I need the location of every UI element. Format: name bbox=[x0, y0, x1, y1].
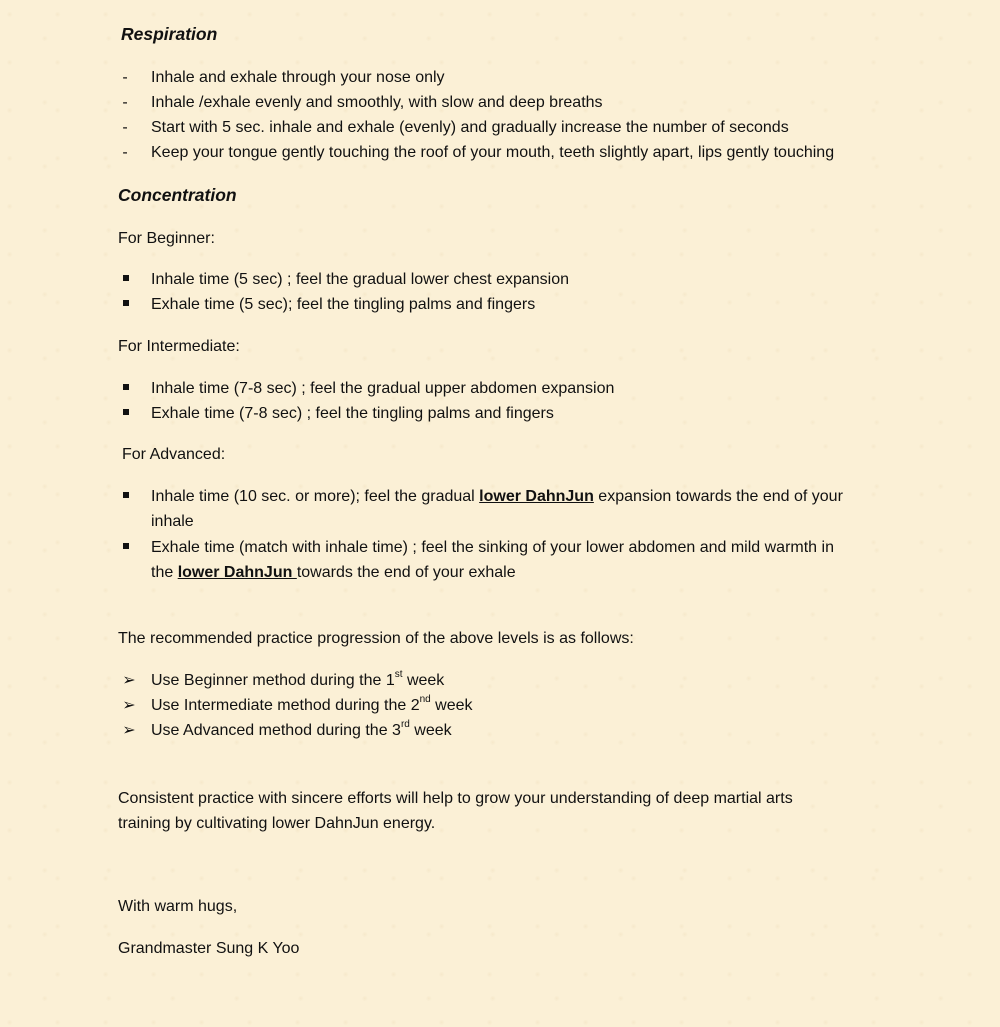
intermediate-item-2: Exhale time (7-8 sec) ; feel the tingling palms and fingers bbox=[151, 405, 554, 422]
dash-bullet: - bbox=[122, 119, 128, 136]
progression-item-3-tail: week bbox=[409, 722, 452, 739]
ordinal-suffix: rd bbox=[400, 718, 410, 730]
ordinal-suffix: st bbox=[394, 668, 403, 680]
dash-bullet: - bbox=[122, 144, 128, 161]
beginner-item-2: Exhale time (5 sec); feel the tingling palms and fingers bbox=[151, 296, 536, 313]
concentration-heading: Concentration bbox=[118, 185, 237, 205]
square-bullet-icon bbox=[123, 300, 129, 306]
advanced-item-1-continuation: inhale bbox=[151, 513, 194, 530]
progression-intro: The recommended practice progression of the above levels is as follows: bbox=[118, 630, 634, 647]
progression-item-3-text: Use Advanced method during the 3 bbox=[151, 722, 401, 739]
progression-item-2 bbox=[151, 693, 473, 718]
advanced-item-2-continuation bbox=[151, 560, 516, 585]
progression-item-1-text: Use Beginner method during the 1 bbox=[151, 672, 395, 689]
dash-bullet: - bbox=[122, 69, 128, 86]
intermediate-label: For Intermediate: bbox=[118, 338, 240, 355]
signoff: With warm hugs, bbox=[118, 898, 238, 915]
progression-item-1-tail: week bbox=[402, 672, 445, 689]
ordinal-suffix: nd bbox=[419, 693, 431, 705]
respiration-item-1: Inhale and exhale through your nose only bbox=[151, 69, 445, 86]
respiration-item-4: Keep your tongue gently touching the roof of your mouth, teeth slightly apart, lips gently touching bbox=[151, 144, 835, 161]
advanced-item-1-pre: Inhale time (10 sec. or more); feel the gradual bbox=[151, 488, 480, 505]
progression-item-2-tail: week bbox=[430, 697, 473, 714]
arrow-bullet-icon: ➢ bbox=[122, 697, 136, 714]
square-bullet-icon bbox=[123, 492, 129, 498]
progression-item-1 bbox=[151, 668, 444, 693]
square-bullet-icon bbox=[123, 384, 129, 390]
advanced-item-1-post: expansion towards the end of your bbox=[593, 488, 843, 505]
advanced-label: For Advanced: bbox=[122, 446, 226, 463]
closing-paragraph-line-1: Consistent practice with sincere efforts will help to grow your understanding of deep martial arts bbox=[118, 790, 793, 807]
progression-item-3 bbox=[151, 718, 452, 743]
lower-dahnjun-term: lower DahnJun bbox=[479, 488, 594, 505]
lower-dahnjun-term: lower DahnJun bbox=[177, 564, 297, 581]
beginner-label: For Beginner: bbox=[118, 230, 215, 247]
square-bullet-icon bbox=[123, 409, 129, 415]
arrow-bullet-icon: ➢ bbox=[122, 672, 136, 689]
respiration-item-2: Inhale /exhale evenly and smoothly, with slow and deep breaths bbox=[151, 94, 603, 111]
advanced-item-2: Exhale time (match with inhale time) ; feel the sinking of your lower abdomen and mild warmth in bbox=[151, 539, 834, 556]
closing-paragraph-line-2: training by cultivating lower DahnJun energy. bbox=[118, 815, 436, 832]
respiration-heading: Respiration bbox=[121, 24, 218, 44]
respiration-item-3: Start with 5 sec. inhale and exhale (evenly) and gradually increase the number of seconds bbox=[151, 119, 789, 136]
square-bullet-icon bbox=[123, 543, 129, 549]
signature: Grandmaster Sung K Yoo bbox=[118, 940, 300, 957]
progression-item-2-text: Use Intermediate method during the 2 bbox=[151, 697, 420, 714]
intermediate-item-1: Inhale time (7-8 sec) ; feel the gradual upper abdomen expansion bbox=[151, 380, 615, 397]
dash-bullet: - bbox=[122, 94, 128, 111]
advanced-item-2-pre: the bbox=[151, 564, 178, 581]
square-bullet-icon bbox=[123, 275, 129, 281]
beginner-item-1: Inhale time (5 sec) ; feel the gradual lower chest expansion bbox=[151, 271, 570, 288]
advanced-item-1 bbox=[151, 484, 843, 509]
advanced-item-2-post: towards the end of your exhale bbox=[296, 564, 516, 581]
arrow-bullet-icon: ➢ bbox=[122, 722, 136, 739]
